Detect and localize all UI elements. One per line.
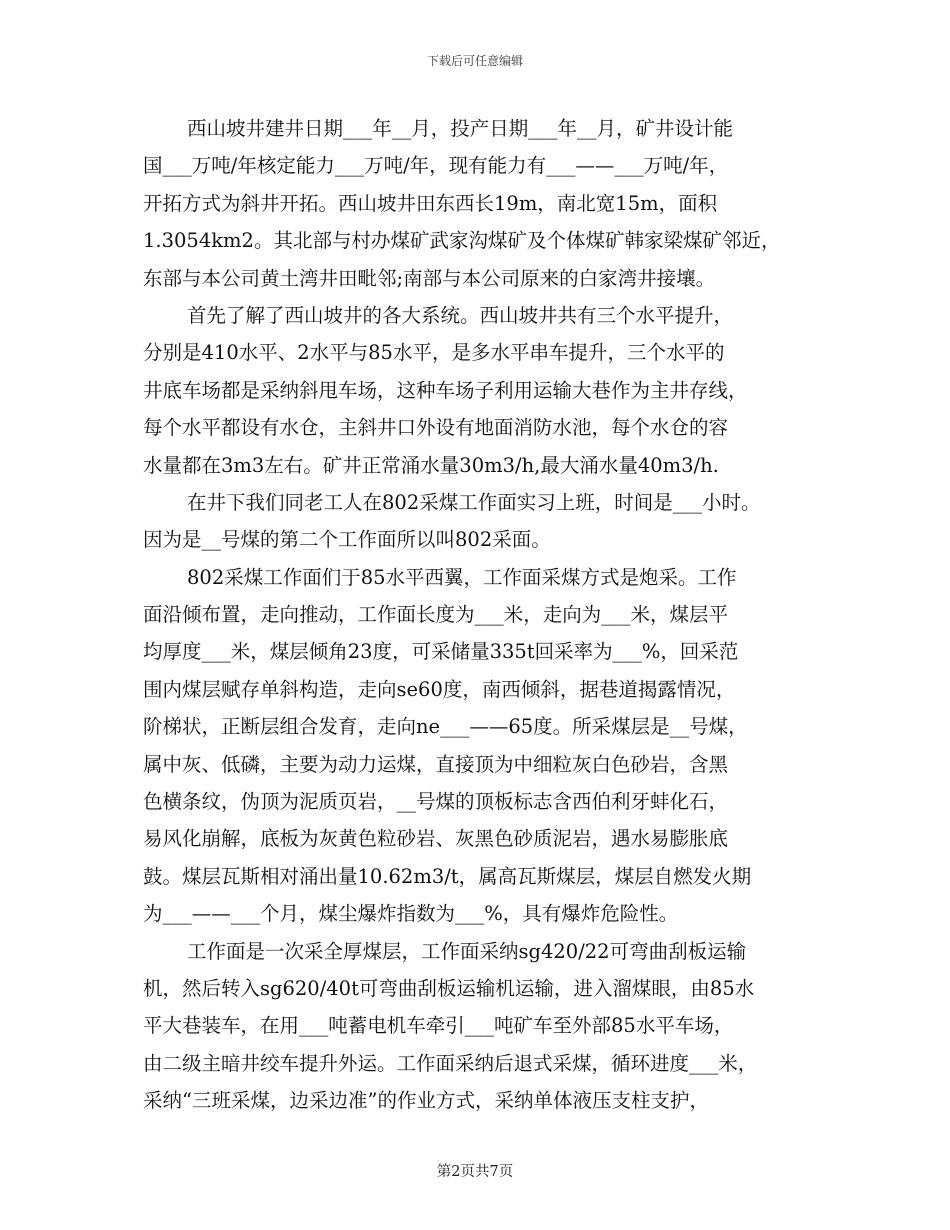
text-line: 802采煤工作面们于85水平西翼，工作面采煤方式是炮采。工作 [187, 565, 737, 589]
text-line: 首先了解了西山坡井的各大系统。西山坡井共有三个水平提升， [187, 303, 734, 327]
text-line: 开拓方式为斜井开拓。西山坡井田东西长19m，南北宽15m，面积 [143, 191, 718, 215]
text-line: 东部与本公司黄土湾井田毗邻;南部与本公司原来的白家湾井接壤。 [143, 266, 716, 290]
text-line: 因为是__号煤的第二个工作面所以叫802采面。 [143, 528, 551, 552]
page-header: 下载后可任意编辑 [426, 54, 523, 68]
text-line: 工作面是一次采全厚煤层，工作面采纳sg420/22可弯曲刮板运输 [187, 939, 747, 963]
text-line: 西山坡井建井日期___年__月，投产日期___年__月，矿井设计能 [187, 117, 734, 140]
text-line: 在井下我们同老工人在802采煤工作面实习上班，时间是___小时。 [187, 490, 761, 514]
text-line: 色横条纹，伪顶为泥质页岩，__号煤的顶板标志含西伯利牙蚌化石， [143, 790, 729, 814]
text-line: 井底车场都是采纳斜甩车场，这种车场子利用运输大巷作为主井存线， [143, 378, 748, 402]
text-line: 分别是410水平、2水平与85水平，是多水平串车提升，三个水平的 [143, 341, 725, 365]
text-line: 机，然后转入sg620/40t可弯曲刮板运输机运输，进入溜煤眼，由85水 [143, 976, 755, 1000]
document-body [143, 110, 813, 1120]
text-line: 平大巷装车，在用___吨蓄电机车牵引___吨矿车至外部85水平车场， [143, 1014, 734, 1038]
text-line: 每个水平都设有水仓，主斜井口外设有地面消防水池，每个水仓的容 [143, 416, 729, 440]
page-number: 第2页共7页 [436, 1164, 514, 1180]
text-line: 阶梯状，正断层组合发育，走向ne___——65度。所采煤层是__号煤， [143, 715, 748, 739]
text-line: 围内煤层赋存单斜构造，走向se60度，南西倾斜，据巷道揭露情况， [143, 677, 736, 701]
text-line: 采纳“三班采煤，边采边准”的作业方式，采纳单体液压支柱支护， [143, 1089, 709, 1113]
text-line: 面沿倾布置，走向推动，工作面长度为___米，走向为___米，煤层平 [143, 603, 729, 627]
text-line: 鼓。煤层瓦斯相对涌出量10.62m3/t，属高瓦斯煤层，煤层自燃发火期 [143, 864, 752, 888]
text-line: 国___万吨/年核定能力___万吨/年，现有能力有___——___万吨/年， [143, 154, 729, 178]
text-line: 易风化崩解，底板为灰黄色粒砂岩、灰黑色砂质泥岩，遇水易膨胀底 [143, 827, 729, 851]
text-line: 水量都在3m3左右。矿井正常涌水量30m3/h,最大涌水量40m3/h. [143, 453, 719, 477]
text-line: 由二级主暗井绞车提升外运。工作面采纳后退式采煤，循环进度___米， [143, 1051, 758, 1075]
text-line: 均厚度___米，煤层倾角23度，可采储量335t回采率为___%，回采范 [143, 640, 739, 664]
text-line: 属中灰、低磷，主要为动力运煤，直接顶为中细粒灰白色砂岩，含黑 [143, 752, 729, 776]
text-line: 为___——___个月，煤尘爆炸指数为___%，具有爆炸危险性。 [143, 902, 679, 926]
text-line: 1.3054km2。其北部与村办煤矿武家沟煤矿及个体煤矿韩家梁煤矿邻近， [143, 229, 781, 253]
